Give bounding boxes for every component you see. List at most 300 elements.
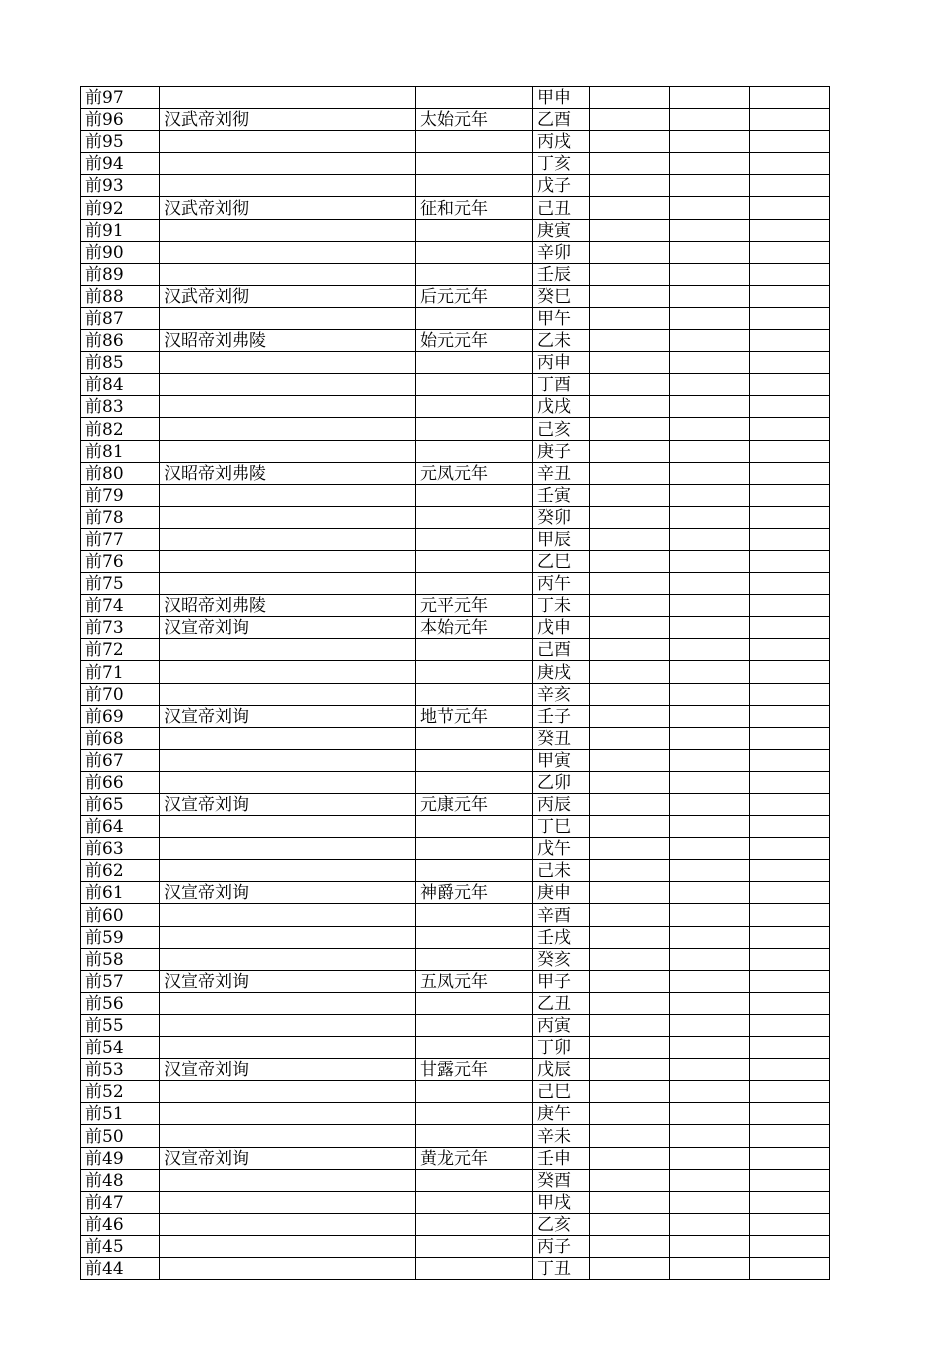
era-name-cell (416, 219, 533, 241)
table-row (81, 617, 830, 639)
table-row (81, 352, 830, 374)
ganzhi-cell: 辛酉 (533, 904, 590, 926)
empty-cell (590, 285, 670, 307)
ganzhi-cell: 癸卯 (533, 506, 590, 528)
empty-cell (750, 219, 830, 241)
year-cell: 前57 (81, 970, 160, 992)
empty-cell (750, 1147, 830, 1169)
empty-cell (750, 440, 830, 462)
empty-cell (670, 639, 750, 661)
table-row (81, 838, 830, 860)
year-cell: 前69 (81, 705, 160, 727)
table-row (81, 396, 830, 418)
empty-cell (590, 1257, 670, 1279)
empty-cell (670, 1257, 750, 1279)
ruler-cell: 汉武帝刘彻 (160, 285, 416, 307)
year-cell: 前50 (81, 1125, 160, 1147)
empty-cell (750, 109, 830, 131)
era-name-cell (416, 1257, 533, 1279)
empty-cell (590, 1103, 670, 1125)
empty-cell (750, 87, 830, 109)
empty-cell (750, 528, 830, 550)
era-name-cell: 甘露元年 (416, 1059, 533, 1081)
era-name-cell (416, 153, 533, 175)
empty-cell (590, 926, 670, 948)
ruler-cell: 汉宣帝刘询 (160, 617, 416, 639)
ganzhi-cell: 丁巳 (533, 816, 590, 838)
era-name-cell: 地节元年 (416, 705, 533, 727)
empty-cell (750, 550, 830, 572)
empty-cell (670, 1235, 750, 1257)
ganzhi-cell: 乙未 (533, 330, 590, 352)
empty-cell (750, 352, 830, 374)
year-cell: 前73 (81, 617, 160, 639)
ruler-cell (160, 1037, 416, 1059)
ganzhi-cell: 庚子 (533, 440, 590, 462)
empty-cell (590, 1081, 670, 1103)
ruler-cell (160, 771, 416, 793)
table-row (81, 109, 830, 131)
ruler-cell (160, 749, 416, 771)
ruler-cell (160, 1125, 416, 1147)
table-row (81, 153, 830, 175)
empty-cell (590, 794, 670, 816)
ruler-cell (160, 1257, 416, 1279)
empty-cell (750, 816, 830, 838)
ganzhi-cell: 癸丑 (533, 727, 590, 749)
ganzhi-cell: 庚戌 (533, 661, 590, 683)
year-cell: 前58 (81, 948, 160, 970)
era-name-cell: 元平元年 (416, 595, 533, 617)
ganzhi-cell: 甲寅 (533, 749, 590, 771)
table-row (81, 285, 830, 307)
ruler-cell (160, 1014, 416, 1036)
era-name-cell: 元康元年 (416, 794, 533, 816)
year-cell: 前74 (81, 595, 160, 617)
year-cell: 前53 (81, 1059, 160, 1081)
ganzhi-cell: 癸酉 (533, 1169, 590, 1191)
year-cell: 前46 (81, 1213, 160, 1235)
table-row (81, 1125, 830, 1147)
table-row (81, 197, 830, 219)
ruler-cell (160, 396, 416, 418)
table-row (81, 1014, 830, 1036)
empty-cell (670, 771, 750, 793)
empty-cell (670, 860, 750, 882)
empty-cell (670, 970, 750, 992)
era-name-cell (416, 440, 533, 462)
era-name-cell (416, 771, 533, 793)
ganzhi-cell: 壬寅 (533, 484, 590, 506)
empty-cell (590, 970, 670, 992)
ruler-cell (160, 1103, 416, 1125)
empty-cell (670, 595, 750, 617)
era-name-cell (416, 374, 533, 396)
empty-cell (670, 727, 750, 749)
ruler-cell (160, 175, 416, 197)
era-name-cell (416, 307, 533, 329)
empty-cell (750, 153, 830, 175)
ruler-cell: 汉昭帝刘弗陵 (160, 462, 416, 484)
ganzhi-cell: 己未 (533, 860, 590, 882)
empty-cell (590, 462, 670, 484)
era-name-cell (416, 573, 533, 595)
empty-cell (670, 1125, 750, 1147)
table-row (81, 528, 830, 550)
empty-cell (670, 506, 750, 528)
empty-cell (590, 219, 670, 241)
chronology-table-body (81, 87, 830, 1280)
empty-cell (670, 241, 750, 263)
empty-cell (590, 1059, 670, 1081)
empty-cell (590, 749, 670, 771)
era-name-cell (416, 1125, 533, 1147)
empty-cell (750, 462, 830, 484)
empty-cell (750, 970, 830, 992)
table-row (81, 1235, 830, 1257)
empty-cell (750, 595, 830, 617)
ruler-cell (160, 1169, 416, 1191)
table-row (81, 1169, 830, 1191)
ganzhi-cell: 庚寅 (533, 219, 590, 241)
ruler-cell (160, 860, 416, 882)
ganzhi-cell: 甲申 (533, 87, 590, 109)
ganzhi-cell: 戊午 (533, 838, 590, 860)
table-row (81, 970, 830, 992)
era-name-cell (416, 1037, 533, 1059)
empty-cell (590, 860, 670, 882)
empty-cell (590, 352, 670, 374)
table-row (81, 882, 830, 904)
year-cell: 前71 (81, 661, 160, 683)
era-name-cell (416, 838, 533, 860)
era-name-cell: 五凤元年 (416, 970, 533, 992)
ganzhi-cell: 庚申 (533, 882, 590, 904)
empty-cell (670, 904, 750, 926)
era-name-cell (416, 484, 533, 506)
era-name-cell (416, 87, 533, 109)
empty-cell (750, 396, 830, 418)
table-row (81, 440, 830, 462)
ganzhi-cell: 甲午 (533, 307, 590, 329)
year-cell: 前55 (81, 1014, 160, 1036)
era-name-cell (416, 396, 533, 418)
empty-cell (590, 1125, 670, 1147)
year-cell: 前90 (81, 241, 160, 263)
year-cell: 前59 (81, 926, 160, 948)
empty-cell (750, 926, 830, 948)
ganzhi-cell: 己丑 (533, 197, 590, 219)
table-row (81, 639, 830, 661)
era-name-cell: 元凤元年 (416, 462, 533, 484)
year-cell: 前82 (81, 418, 160, 440)
year-cell: 前60 (81, 904, 160, 926)
year-cell: 前97 (81, 87, 160, 109)
year-cell: 前81 (81, 440, 160, 462)
ruler-cell: 汉宣帝刘询 (160, 1147, 416, 1169)
ruler-cell (160, 727, 416, 749)
ganzhi-cell: 庚午 (533, 1103, 590, 1125)
year-cell: 前94 (81, 153, 160, 175)
ruler-cell: 汉宣帝刘询 (160, 794, 416, 816)
empty-cell (750, 197, 830, 219)
year-cell: 前84 (81, 374, 160, 396)
empty-cell (590, 1147, 670, 1169)
table-row (81, 573, 830, 595)
ruler-cell (160, 926, 416, 948)
ruler-cell: 汉武帝刘彻 (160, 109, 416, 131)
empty-cell (670, 926, 750, 948)
table-row (81, 131, 830, 153)
chronology-table (80, 86, 830, 1280)
era-name-cell: 征和元年 (416, 197, 533, 219)
ruler-cell (160, 153, 416, 175)
era-name-cell (416, 1213, 533, 1235)
ganzhi-cell: 丙寅 (533, 1014, 590, 1036)
empty-cell (670, 219, 750, 241)
empty-cell (750, 1103, 830, 1125)
ganzhi-cell: 丁未 (533, 595, 590, 617)
empty-cell (670, 197, 750, 219)
empty-cell (670, 816, 750, 838)
empty-cell (750, 330, 830, 352)
empty-cell (670, 418, 750, 440)
empty-cell (750, 1059, 830, 1081)
ruler-cell (160, 816, 416, 838)
ganzhi-cell: 丁卯 (533, 1037, 590, 1059)
table-row (81, 307, 830, 329)
ganzhi-cell: 乙巳 (533, 550, 590, 572)
empty-cell (670, 661, 750, 683)
ganzhi-cell: 辛未 (533, 1125, 590, 1147)
ganzhi-cell: 丁丑 (533, 1257, 590, 1279)
empty-cell (750, 1037, 830, 1059)
ruler-cell (160, 263, 416, 285)
empty-cell (750, 418, 830, 440)
ruler-cell: 汉宣帝刘询 (160, 970, 416, 992)
ganzhi-cell: 丁酉 (533, 374, 590, 396)
era-name-cell (416, 992, 533, 1014)
table-row (81, 550, 830, 572)
empty-cell (670, 484, 750, 506)
empty-cell (590, 374, 670, 396)
ganzhi-cell: 戊戌 (533, 396, 590, 418)
empty-cell (670, 153, 750, 175)
era-name-cell (416, 1014, 533, 1036)
era-name-cell (416, 263, 533, 285)
empty-cell (590, 661, 670, 683)
ganzhi-cell: 丙午 (533, 573, 590, 595)
empty-cell (590, 1037, 670, 1059)
era-name-cell (416, 683, 533, 705)
era-name-cell: 始元元年 (416, 330, 533, 352)
year-cell: 前70 (81, 683, 160, 705)
ruler-cell (160, 87, 416, 109)
empty-cell (750, 241, 830, 263)
year-cell: 前63 (81, 838, 160, 860)
year-cell: 前61 (81, 882, 160, 904)
empty-cell (670, 131, 750, 153)
ganzhi-cell: 己酉 (533, 639, 590, 661)
ganzhi-cell: 丙辰 (533, 794, 590, 816)
empty-cell (670, 882, 750, 904)
empty-cell (590, 882, 670, 904)
empty-cell (750, 838, 830, 860)
ruler-cell (160, 992, 416, 1014)
era-name-cell: 本始元年 (416, 617, 533, 639)
empty-cell (670, 1037, 750, 1059)
empty-cell (670, 285, 750, 307)
table-row (81, 330, 830, 352)
year-cell: 前51 (81, 1103, 160, 1125)
empty-cell (590, 948, 670, 970)
year-cell: 前65 (81, 794, 160, 816)
year-cell: 前48 (81, 1169, 160, 1191)
empty-cell (590, 263, 670, 285)
empty-cell (750, 860, 830, 882)
empty-cell (750, 506, 830, 528)
empty-cell (590, 573, 670, 595)
era-name-cell: 后元元年 (416, 285, 533, 307)
ruler-cell (160, 683, 416, 705)
ganzhi-cell: 辛丑 (533, 462, 590, 484)
year-cell: 前96 (81, 109, 160, 131)
empty-cell (670, 749, 750, 771)
era-name-cell (416, 749, 533, 771)
table-row (81, 1191, 830, 1213)
year-cell: 前49 (81, 1147, 160, 1169)
era-name-cell (416, 661, 533, 683)
era-name-cell (416, 131, 533, 153)
table-row (81, 374, 830, 396)
empty-cell (590, 1169, 670, 1191)
empty-cell (590, 153, 670, 175)
year-cell: 前89 (81, 263, 160, 285)
ruler-cell (160, 418, 416, 440)
empty-cell (750, 661, 830, 683)
empty-cell (750, 992, 830, 1014)
empty-cell (590, 418, 670, 440)
empty-cell (750, 1213, 830, 1235)
empty-cell (590, 1213, 670, 1235)
ruler-cell (160, 528, 416, 550)
empty-cell (670, 1191, 750, 1213)
year-cell: 前47 (81, 1191, 160, 1213)
ruler-cell (160, 1213, 416, 1235)
empty-cell (590, 1191, 670, 1213)
empty-cell (750, 705, 830, 727)
ganzhi-cell: 辛亥 (533, 683, 590, 705)
year-cell: 前67 (81, 749, 160, 771)
ganzhi-cell: 丙申 (533, 352, 590, 374)
era-name-cell (416, 175, 533, 197)
empty-cell (750, 263, 830, 285)
ruler-cell (160, 307, 416, 329)
empty-cell (750, 1191, 830, 1213)
empty-cell (670, 838, 750, 860)
empty-cell (750, 1257, 830, 1279)
era-name-cell (416, 860, 533, 882)
era-name-cell (416, 1235, 533, 1257)
year-cell: 前78 (81, 506, 160, 528)
empty-cell (670, 550, 750, 572)
table-row (81, 484, 830, 506)
empty-cell (670, 528, 750, 550)
ruler-cell (160, 241, 416, 263)
empty-cell (670, 440, 750, 462)
year-cell: 前56 (81, 992, 160, 1014)
table-row (81, 683, 830, 705)
era-name-cell (416, 727, 533, 749)
table-row (81, 705, 830, 727)
table-row (81, 1147, 830, 1169)
empty-cell (750, 749, 830, 771)
ruler-cell (160, 838, 416, 860)
ruler-cell: 汉昭帝刘弗陵 (160, 330, 416, 352)
ganzhi-cell: 乙丑 (533, 992, 590, 1014)
ganzhi-cell: 丙子 (533, 1235, 590, 1257)
empty-cell (670, 1213, 750, 1235)
year-cell: 前52 (81, 1081, 160, 1103)
table-row (81, 926, 830, 948)
empty-cell (590, 307, 670, 329)
ganzhi-cell: 甲辰 (533, 528, 590, 550)
ruler-cell: 汉宣帝刘询 (160, 1059, 416, 1081)
table-row (81, 1257, 830, 1279)
table-row (81, 595, 830, 617)
empty-cell (670, 352, 750, 374)
era-name-cell (416, 1103, 533, 1125)
era-name-cell (416, 639, 533, 661)
empty-cell (670, 1081, 750, 1103)
empty-cell (750, 882, 830, 904)
table-row (81, 860, 830, 882)
empty-cell (670, 109, 750, 131)
empty-cell (590, 1235, 670, 1257)
year-cell: 前66 (81, 771, 160, 793)
empty-cell (590, 396, 670, 418)
table-row (81, 1059, 830, 1081)
ruler-cell (160, 440, 416, 462)
ruler-cell (160, 550, 416, 572)
empty-cell (750, 1014, 830, 1036)
ruler-cell (160, 639, 416, 661)
ganzhi-cell: 乙酉 (533, 109, 590, 131)
ruler-cell (160, 1081, 416, 1103)
year-cell: 前92 (81, 197, 160, 219)
empty-cell (590, 683, 670, 705)
ganzhi-cell: 壬辰 (533, 263, 590, 285)
empty-cell (590, 617, 670, 639)
ganzhi-cell: 甲子 (533, 970, 590, 992)
ganzhi-cell: 乙亥 (533, 1213, 590, 1235)
ganzhi-cell: 己亥 (533, 418, 590, 440)
empty-cell (670, 1059, 750, 1081)
empty-cell (670, 1147, 750, 1169)
table-row (81, 506, 830, 528)
empty-cell (590, 131, 670, 153)
empty-cell (670, 1169, 750, 1191)
table-row (81, 263, 830, 285)
year-cell: 前91 (81, 219, 160, 241)
era-name-cell (416, 241, 533, 263)
empty-cell (590, 109, 670, 131)
table-row (81, 462, 830, 484)
era-name-cell (416, 1081, 533, 1103)
table-row (81, 1213, 830, 1235)
empty-cell (590, 484, 670, 506)
era-name-cell (416, 904, 533, 926)
